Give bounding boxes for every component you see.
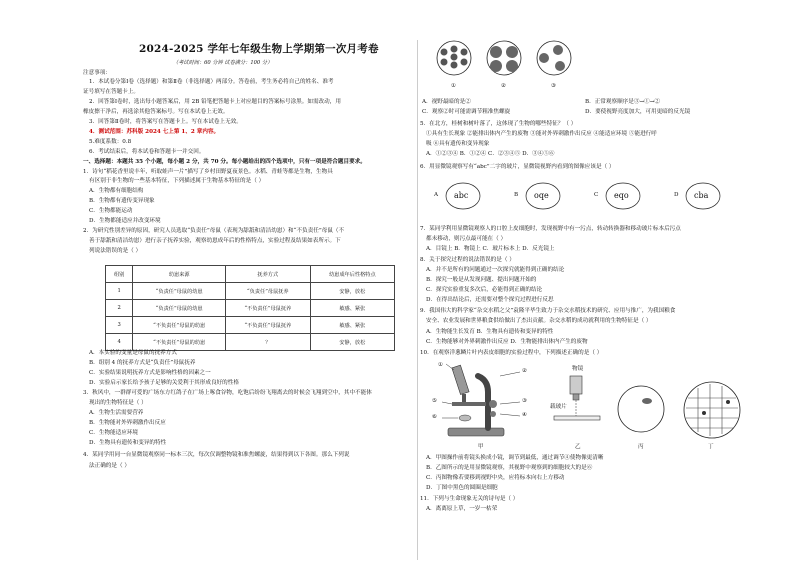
q3-option-c: C．生物能适应环境 [89,430,139,436]
q4-option-c: C．观察②时可能需调节粗准焦螺旋 [422,109,511,115]
micrograph-label: ② [501,83,507,89]
table-cell: 安静，放松 [310,334,394,351]
left-column [83,0,413,562]
q6-option-d-text: cba [694,191,709,200]
q1-option-d: D．生物都能适应并改变环境 [89,218,161,224]
q6-option-letter: C [594,192,599,198]
q4-stem: 法正确的是（ ） [89,463,130,469]
q9-options-cd: C．生物能够对外界刺激作出反应 D．生物能排出体内产生的废物 [426,339,588,345]
exam-subtitle: （考试时间：60 分钟 试卷满分：100 分） [173,60,273,66]
q9-stem: 9．我国伟大的科学家“杂交水稻之父”袁隆平毕生致力于杂交水稻技术的研究、应用与推广，为我国粮食 [420,308,676,314]
q6-option-letter: D [674,192,679,198]
table-header: 组别 [106,266,133,283]
marker-label: ⑤ [432,398,438,404]
q6-option-letter: B [514,192,519,198]
q4-micrograph-figure [434,40,574,82]
table-cell: “不负责任”母鼠的幼崽 [133,334,226,351]
q2-stem: 善于舔舐和清洁幼崽）进行亲子抚养实验，观察幼崽成年后的性格特点，实验过程及结果如表所示。下 [89,238,341,244]
q4-option-d: D．要使视野亮度加大，可用更暗的反光镜 [585,109,691,115]
q3-option-d: D．生物具有遗传和变异的特性 [89,440,167,446]
table-cell: 1 [106,283,133,300]
marker-label: ① [438,362,444,368]
note-line: 证号填写在答题卡上。 [83,89,139,95]
table-cell: “负责任”母鼠抚养 [226,283,311,300]
q9-options-ab: A．生物能生长发育 B．生物具有遗传和变异的特性 [426,329,554,335]
table-row [106,334,395,351]
q8-option-d: D．在得出结论后，还需要对整个探究过程进行反思 [426,297,554,303]
q7-options: A．目镜上 B．物镜上 C．玻片标本上 D．反光镜上 [426,246,555,252]
table-cell: “不负责任”母鼠抚养 [226,317,311,334]
q7-stem: 都未移动，则污点最可能在（ ） [426,236,507,242]
micrograph-label: ① [451,83,457,89]
q6-option-c-text: eqo [614,191,629,200]
figure-label-yi: 乙 [575,444,581,450]
q11-stem: 11．下列与生命现象无关的诗句是（ ） [420,496,519,502]
table-row [106,283,395,300]
marker-label: ④ [522,412,528,418]
table-header-row [106,266,395,283]
note-line: 3．回答第Ⅱ卷时，将答案写在答题卡上。写在本试卷上无效。 [89,119,242,125]
q1-option-c: C．生物都能运动 [89,208,133,214]
q1-option-a: A．生物都有细胞结构 [89,188,144,194]
micrograph-label: ③ [551,83,557,89]
experiment-table [105,265,395,351]
q1-stem: 1．诗句“稻花香里说丰年，听取蛙声一片”描写了乡村田野夏夜景色。水稻、青蛙等都是生物，生物具 [83,169,333,175]
q4-option-b: B．正常观察顺序是③→①→② [585,99,661,105]
q4-option-a: A．视野最暗的是② [422,99,471,105]
table-cell: 安静，放松 [310,283,394,300]
q8-option-c: C．探究实验重复多次后，必能得到正确的结论 [426,287,543,293]
q4-stem: 4．某同学用同一台显微镜观察同一标本三次，每次仅调整物镜和准焦螺旋，结果得到以下各图。那么下列说 [83,452,350,458]
q2-option-a: A．本实验的变量是母鼠的抚养方式 [89,350,177,356]
table-cell: ？ [226,334,311,351]
q6-stem: 6．用显微镜观察写有“abc”二字的玻片，显微镜视野内看到的图像应该是（ ） [420,164,615,170]
micrograph-2 [487,41,521,75]
note-line: 6．考试结束后，将本试卷和答题卡一并交回。 [89,149,205,155]
q2-stem: 列说法错误的是（ ） [89,248,142,254]
q1-option-b: B．生物都有遗传变异现象 [89,198,155,204]
field-of-view-bing [616,384,666,434]
exam-title: 2024-2025 学年七年级生物上学期第一次月考卷 [139,43,379,55]
q6-option-a-text: abc [454,191,469,200]
objective-label: 物镜 [572,366,584,372]
table-cell: 敏感、紧张 [310,317,394,334]
section-heading: 一、选择题：本题共 35 个小题，每小题 2 分，共 70 分。每小题给出的四个选项中，只有一项是符合题目要求。 [83,159,366,165]
marker-label: ② [522,368,528,374]
table-cell: 4 [106,334,133,351]
q3-stem: 现出的生物特征是（ ） [89,400,147,406]
note-line: 1．本试卷分第Ⅰ卷（选择题）和第Ⅱ卷（非选择题）两部分。答卷前，考生务必将自己的姓名、准考 [89,79,334,85]
q2-option-d: D．实验启示家长给予孩子足够的关爱利于其形成良好的性格 [89,380,239,386]
marker-label: ③ [522,398,528,404]
note-line: 5.难度系数：0.8 [89,139,132,145]
table-header: 幼崽成年后性格特点 [310,266,394,283]
field-of-view-ding [682,380,742,440]
table-cell: “负责任”母鼠的幼崽 [133,300,226,317]
figure-label-bing: 丙 [638,444,644,450]
slide-label: 载玻片 [550,404,567,410]
q10-option-d: D．丁图中黑色的圆圈是细胞 [426,485,498,491]
table-cell: “负责任”母鼠的幼崽 [133,283,226,300]
q10-option-c: C．丙图物像若要移到视野中央，应将标本向右上方移动 [426,475,565,481]
marker-label: ⑥ [432,414,438,420]
table-cell: “不负责任”母鼠的幼崽 [133,317,226,334]
q8-option-b: B．探究一般是从发现问题、提出问题开始的 [426,277,537,283]
figure-label-ding: 丁 [708,444,714,450]
q6-option-b-text: oqe [534,191,549,200]
q5-stem: ①具有生长现象 ②能排出体内产生的废物 ③能对外界刺激作出反应 ④能适应环境 ⑤能进行呼 [426,131,657,137]
q3-option-b: B．生物能对外界刺激作出反应 [89,420,166,426]
q6-option-letter: A [434,192,439,198]
table-header: 抚养方式 [226,266,311,283]
table-header: 幼崽来源 [133,266,226,283]
column-divider [417,40,418,560]
q9-stem: 安全、农业发展和世界粮食供给做出了杰出贡献。杂交水稻的成功就利用的生物特征是（ ） [426,318,652,324]
q3-option-a: A．生物生活需要营养 [89,410,144,416]
note-scope: 4．测试范围：苏科版 2024 七上第 1、2 章内容。 [89,129,220,135]
q5-options: A．①②③④ B．①②④ C．②③④⑤ D．③④⑤⑥ [426,151,555,157]
q2-option-b: B．组别 4 的抚养方式是“负责任”母鼠抚养 [89,360,196,366]
q7-stem: 7．某同学利用显微镜观察人的口腔上皮细胞时，发现视野中有一污点，转动转换器和移动玻片标本后污点 [420,226,681,232]
table-cell: 3 [106,317,133,334]
q10-option-a: A．甲图操作前将镜头换成小镜，调节到最低，通过调节④使物像更清晰 [426,455,604,461]
q11-option-a: A．离离原上草，一岁一枯荣 [426,506,498,512]
q8-option-a: A．并不是所有的问题通过一次探究就能得到正确的结论 [426,267,565,273]
note-line: 橡皮擦干净后，再选涂其他答案标号。写在本试卷上无效。 [83,109,229,115]
q10-option-b: B．乙图所示的是用显微镜观察，其视野中观察到的细胞较大的是⑥ [426,465,593,471]
table-row [106,300,395,317]
table-row [106,317,395,334]
q8-stem: 8．关于探究过程的说法错误的是（ ） [420,257,515,263]
q10-stem: 10．在观察洋葱鳞片叶内表皮细胞的实验过程中，下列描述正确的是（ ） [420,350,603,356]
table-cell: 敏感、紧张 [310,300,394,317]
notes-header: 注意事项： [83,70,111,76]
q5-stem: 吸 ⑥具有遗传和变异现象 [426,141,490,147]
q5-stem: 5．在北方，桂树和树叶落了，这体现了生物的哪些特征？（ ） [420,121,577,127]
micrograph-1 [437,41,471,75]
table-cell: 2 [106,300,133,317]
note-line: 2．回答第Ⅰ卷时，选出每小题答案后，用 2B 铅笔把答题卡上对应题目的答案标号涂黑。如需改动，用 [89,99,341,105]
q2-option-c: C．实验结果说明抚养方式是影响性格的因素之一 [89,370,211,376]
q3-stem: 3．秋风中，一群群可爱的广场东方红鸽子在广场上啄食谷物，吃饱后纷纷飞翔离去的时候会飞翔到空中，其中不能体 [83,390,372,396]
micrograph-3 [537,41,571,75]
q1-stem: 有区别于非生物的一些基本特征，下列描述属于生物基本特征的是（ ） [89,178,265,184]
table-cell: “不负责任”母鼠抚养 [226,300,311,317]
right-column [420,0,750,562]
figure-label-jia: 甲 [478,444,484,450]
q2-stem: 2．为研究性别差异的原因，研究人员选取“负责任”母鼠（表现为舔舐和清洁幼崽）和“不负责任”母鼠（不 [83,228,345,234]
